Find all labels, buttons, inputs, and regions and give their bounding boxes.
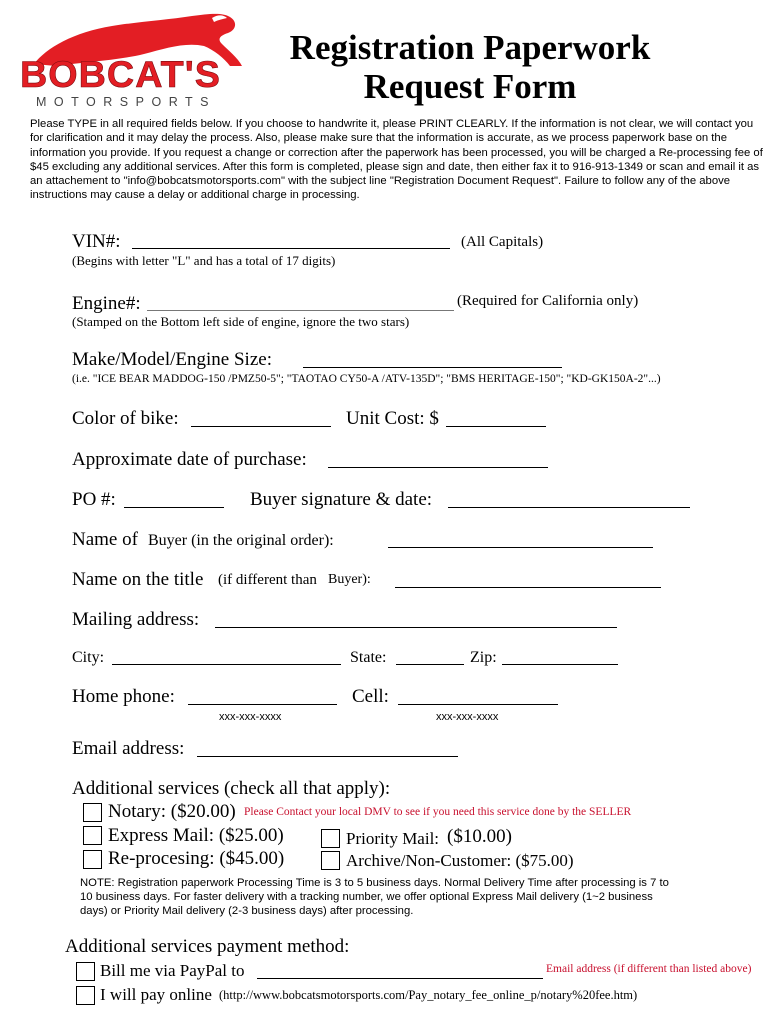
make-model-hint: (i.e. "ICE BEAR MADDOG-150 /PMZ50-5"; "TAOTAO CY50-A /ATV-135D"; "BMS HERITAGE-150"; "KD-GK150A-2"...) (72, 373, 661, 385)
buyer-signature-input-line[interactable] (448, 507, 690, 508)
paypal-email-note: Email address (if different than listed above) (546, 963, 752, 975)
unit-cost-input-line[interactable] (446, 426, 546, 427)
purchase-date-label: Approximate date of purchase: (72, 449, 307, 470)
notary-checkbox[interactable] (83, 803, 102, 822)
name-of-buyer-sublabel: Buyer (in the original order): (148, 532, 334, 549)
mailing-address-input-line[interactable] (215, 627, 617, 628)
express-mail-label: Express Mail: ($25.00) (108, 825, 284, 846)
make-model-input-line[interactable] (303, 367, 562, 368)
po-label: PO #: (72, 489, 116, 510)
form-title-line2: Request Form (363, 67, 577, 106)
reprocessing-checkbox[interactable] (83, 850, 102, 869)
instructions-paragraph: Please TYPE in all required fields below. If you choose to handwrite it, please PRINT CLEARLY. If the information is not clear, we will contact you for clarification and it may delay the process. Also, please make sure that the information is accurate, as we process paperwork base on the information you provide. If you request a change or correction after the paperwork has been processed, you will be charged a Re-processing fee of $45 excluding any additional services. After this form is completed, please sign and date, then either fax it to 916-913-1349 or scan and email it as an attachement to "info@bobcatsmotorsports.com" with the subject line "Registration Document Request". Failure to follow any of the above instructions may cause a delay or additional charge in processing. (30, 118, 763, 202)
po-input-line[interactable] (124, 507, 224, 508)
engine-label: Engine#: (72, 293, 141, 314)
bobcats-motorsports-logo (16, 8, 248, 108)
priority-mail-checkbox[interactable] (321, 829, 340, 848)
vin-input-line[interactable] (132, 248, 450, 249)
mailing-address-label: Mailing address: (72, 609, 200, 630)
express-mail-checkbox[interactable] (83, 826, 102, 845)
pay-online-link[interactable]: (http://www.bobcatsmotorsports.com/Pay_notary_fee_online_p/notary%20fee.htm) (219, 988, 638, 1002)
color-input-line[interactable] (191, 426, 331, 427)
email-label: Email address: (72, 738, 185, 759)
vin-caps-note: (All Capitals) (461, 234, 544, 250)
city-input-line[interactable] (112, 664, 341, 665)
processing-time-note: NOTE: Registration paperwork Processing Time is 3 to 5 business days. Normal Delivery Time after processing is 7 to 10 business days. For faster delivery with a tracking number, we offer optional Express Mail delivery (1~2 business days) or Priority Mail delivery (2-3 business days) after processing. (80, 877, 669, 917)
state-input-line[interactable] (396, 664, 464, 665)
unit-cost-label: Unit Cost: $ (346, 408, 439, 429)
archive-checkbox[interactable] (321, 851, 340, 870)
notary-note: Please Contact your local DMV to see if you need this service done by the SELLER (244, 806, 632, 818)
engine-hint: (Stamped on the Bottom left side of engine, ignore the two stars) (72, 314, 410, 329)
home-phone-input-line[interactable] (188, 704, 337, 705)
vin-label: VIN#: (72, 231, 121, 252)
engine-required-note: (Required for California only) (457, 293, 639, 309)
color-label: Color of bike: (72, 408, 179, 429)
home-phone-format: xxx-xxx-xxxx (219, 711, 282, 723)
name-on-title-input-line[interactable] (395, 587, 661, 588)
archive-label: Archive/Non-Customer: ($75.00) (346, 851, 574, 870)
name-on-title-sublabel-buyer: Buyer): (328, 572, 371, 587)
cell-format: xxx-xxx-xxxx (436, 711, 499, 723)
make-model-label: Make/Model/Engine Size: (72, 349, 272, 370)
paypal-label: Bill me via PayPal to (100, 961, 245, 980)
name-of-buyer-label: Name of (72, 529, 138, 550)
buyer-signature-label: Buyer signature & date: (250, 489, 433, 510)
city-label: City: (72, 649, 105, 666)
purchase-date-input-line[interactable] (328, 467, 548, 468)
priority-mail-price: ($10.00) (447, 826, 512, 847)
engine-input-line[interactable] (147, 310, 454, 311)
form-title-line1: Registration Paperwork (289, 28, 651, 67)
email-input-line[interactable] (197, 756, 458, 757)
name-of-buyer-input-line[interactable] (388, 547, 653, 548)
services-heading: Additional services (check all that apply): (72, 778, 391, 799)
reprocessing-label: Re-procesing: ($45.00) (108, 848, 285, 869)
paypal-email-input-line[interactable] (257, 978, 543, 979)
cell-input-line[interactable] (398, 704, 558, 705)
name-on-title-sublabel: (if different than (218, 572, 317, 588)
vin-hint: (Begins with letter "L" and has a total of 17 digits) (72, 253, 336, 268)
paypal-checkbox[interactable] (76, 962, 95, 981)
zip-label: Zip: (470, 649, 497, 666)
pay-online-checkbox[interactable] (76, 986, 95, 1005)
state-label: State: (350, 649, 387, 666)
home-phone-label: Home phone: (72, 686, 175, 707)
notary-label: Notary: ($20.00) (108, 801, 236, 822)
zip-input-line[interactable] (502, 664, 618, 665)
pay-online-label: I will pay online (100, 985, 212, 1004)
logo-wordmark: BOBCAT'S (20, 54, 221, 95)
payment-heading: Additional services payment method: (65, 936, 350, 957)
priority-mail-label: Priority Mail: (346, 829, 440, 848)
name-on-title-label: Name on the title (72, 569, 204, 590)
logo-subtitle: MOTORSPORTS (36, 95, 216, 109)
cell-label: Cell: (352, 686, 389, 707)
